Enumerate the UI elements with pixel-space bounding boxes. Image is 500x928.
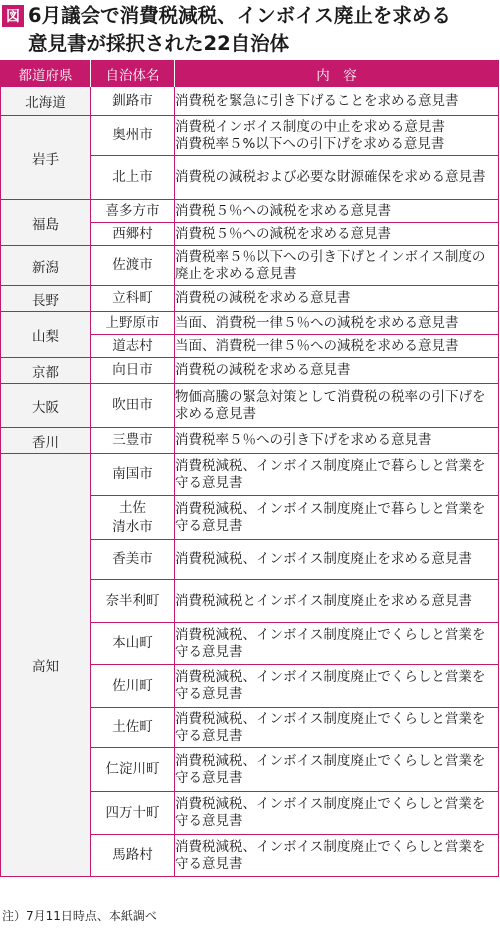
cell-municipality: 香美市 (91, 540, 175, 580)
cell-content: 消費税減税、インボイス制度廃止を求める意見書 (175, 540, 499, 580)
cell-municipality: 西郷村 (91, 223, 175, 246)
table-row (1, 116, 499, 156)
cell-prefecture: 香川 (1, 428, 91, 454)
cell-municipality: 土佐町 (91, 708, 175, 748)
cell-prefecture: 北海道 (1, 87, 91, 116)
cell-municipality: 四万十町 (91, 792, 175, 835)
municipality-table (0, 60, 499, 877)
cell-content: 消費税率５％以下への引き下げとインボイス制度の廃止を求める意見書 (175, 246, 499, 286)
cell-prefecture: 大阪 (1, 384, 91, 428)
title-line-1: 6月議会で消費税減税、インボイス廃止を求める (28, 4, 451, 27)
table-row (1, 246, 499, 286)
header-prefecture: 都道府県 (1, 61, 91, 87)
cell-municipality: 立科町 (91, 286, 175, 312)
cell-municipality: 本山町 (91, 623, 175, 665)
cell-prefecture: 福島 (1, 200, 91, 246)
table-row (1, 428, 499, 454)
cell-prefecture: 京都 (1, 358, 91, 384)
cell-municipality: 仁淀川町 (91, 748, 175, 792)
cell-content: 消費税減税、インボイス制度廃止でくらしと営業を守る意見書 (175, 665, 499, 708)
cell-content: 消費税減税、インボイス制度廃止で暮らしと営業を守る意見書 (175, 496, 499, 540)
cell-content: 消費税５％への減税を求める意見書 (175, 223, 499, 246)
cell-content: 物価高騰の緊急対策として消費税の税率の引下げを求める意見書 (175, 384, 499, 428)
cell-municipality: 馬路村 (91, 835, 175, 877)
table-body (1, 87, 499, 877)
cell-content: 消費税減税、インボイス制度廃止でくらしと営業を守る意見書 (175, 708, 499, 748)
cell-content: 消費税減税、インボイス制度廃止でくらしと営業を守る意見書 (175, 792, 499, 835)
cell-content: 消費税５％への減税を求める意見書 (175, 200, 499, 223)
figure-label-badge: 図 (2, 5, 24, 27)
cell-content: 消費税の減税および必要な財源確保を求める意見書 (175, 156, 499, 200)
table-row (1, 358, 499, 384)
cell-municipality: 吹田市 (91, 384, 175, 428)
cell-municipality: 奈半利町 (91, 580, 175, 623)
cell-content: 消費税減税、インボイス制度廃止でくらしと営業を守る意見書 (175, 748, 499, 792)
cell-content: 消費税減税とインボイス制度廃止を求める意見書 (175, 580, 499, 623)
cell-municipality: 奥州市 (91, 116, 175, 156)
cell-municipality: 佐川町 (91, 665, 175, 708)
cell-municipality: 上野原市 (91, 312, 175, 335)
cell-content: 消費税減税、インボイス制度廃止でくらしと営業を守る意見書 (175, 835, 499, 877)
cell-municipality: 佐渡市 (91, 246, 175, 286)
cell-content: 消費税インボイス制度の中止を求める意見書 消費税率５%以下への引下げを求める意見書 (175, 116, 499, 156)
table-row (1, 286, 499, 312)
cell-municipality: 北上市 (91, 156, 175, 200)
cell-municipality: 三豊市 (91, 428, 175, 454)
cell-prefecture: 高知 (1, 454, 91, 877)
cell-municipality: 南国市 (91, 454, 175, 496)
table-header-row (1, 61, 499, 87)
cell-municipality: 向日市 (91, 358, 175, 384)
cell-municipality: 土佐 清水市 (91, 496, 175, 540)
table-row (1, 200, 499, 223)
cell-municipality: 釧路市 (91, 87, 175, 116)
table-row (1, 384, 499, 428)
cell-content: 消費税減税、インボイス制度廃止でくらしと営業を守る意見書 (175, 623, 499, 665)
cell-content: 当面、消費税一律５％への減税を求める意見書 (175, 312, 499, 335)
cell-prefecture: 山梨 (1, 312, 91, 358)
header-content: 内 容 (175, 61, 499, 87)
cell-prefecture: 長野 (1, 286, 91, 312)
cell-content: 消費税減税、インボイス制度廃止で暮らしと営業を守る意見書 (175, 454, 499, 496)
cell-prefecture: 岩手 (1, 116, 91, 200)
cell-municipality: 喜多方市 (91, 200, 175, 223)
footnote: 注）7月11日時点、本紙調べ (2, 909, 157, 923)
cell-municipality: 道志村 (91, 335, 175, 358)
header-municipality: 自治体名 (91, 61, 175, 87)
cell-prefecture: 新潟 (1, 246, 91, 286)
table-row (1, 87, 499, 116)
cell-content: 消費税の減税を求める意見書 (175, 358, 499, 384)
table-row (1, 312, 499, 335)
table-row (1, 454, 499, 496)
cell-content: 消費税率５％への引き下げを求める意見書 (175, 428, 499, 454)
title-line-2: 意見書が採択された22自治体 (28, 32, 290, 55)
cell-content: 消費税の減税を求める意見書 (175, 286, 499, 312)
cell-content: 当面、消費税一律５％への減税を求める意見書 (175, 335, 499, 358)
cell-content: 消費税を緊急に引き下げることを求める意見書 (175, 87, 499, 116)
figure-title (0, 0, 500, 60)
